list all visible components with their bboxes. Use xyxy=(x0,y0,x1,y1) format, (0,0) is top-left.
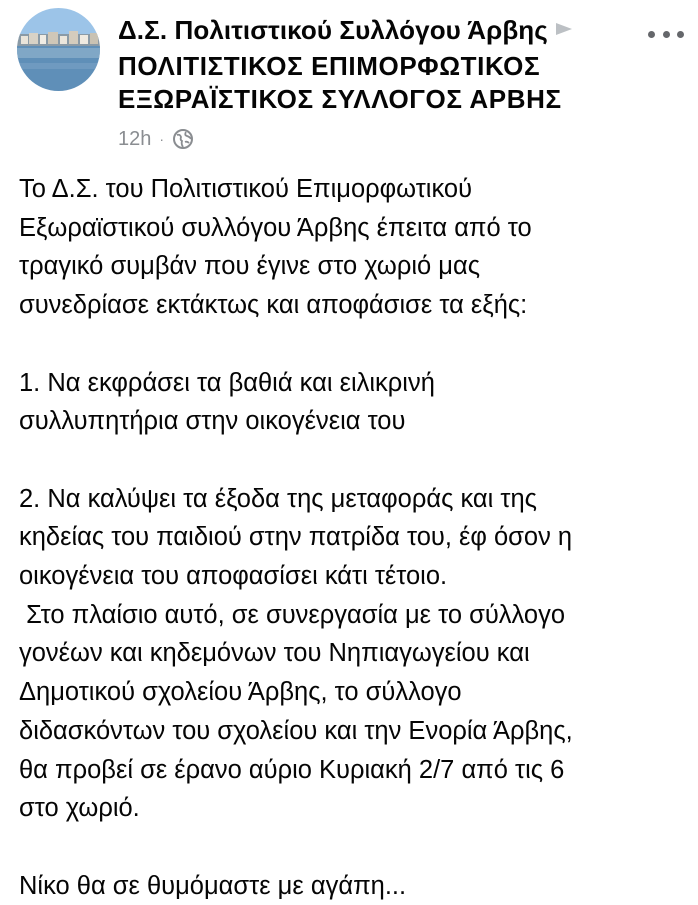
arrow-right-icon xyxy=(556,23,572,35)
post-meta xyxy=(118,126,194,152)
more-horizontal-icon-dot xyxy=(677,31,684,38)
more-horizontal-icon-dot xyxy=(663,31,670,38)
post-text: Το Δ.Σ. του Πολιτιστικού Επιμορφωτικού Εξωραϊστικού συλλόγου Άρβης έπειτα από το τραγικό συμβάν που έγινε στο χωριό μας συνεδρίασε εκτάκτως και αποφάσισε τα εξής: 1. Να εκφράσει τα βαθιά και ειλικρινή συλλυπητήρια στην οικογένεια του 2. Να καλύψει τα έξοδα της μεταφοράς και της κηδείας του παιδιού στην πατρίδα του, έφ όσον η οικογένεια του αποφασίσει κάτι τέτοιο. Στο πλαίσιο αυτό, σε συνεργασία με το σύλλογο γονέων και κηδεμόνων του Νηπιαγωγείου και Δημοτικού σχολείου Άρβης, το σύλλογο διδασκόντων του σχολείου και την Ενορία Άρβης, θα προβεί σε έρανο αύριο Κυριακή 2/7 από τις 6 στο χωριό. Νίκο θα σε θυμόμαστε με αγάπη... xyxy=(19,175,573,900)
group-name[interactable]: ΠΟΛΙΤΙΣΤΙΚΟΣ ΕΠΙΜΟΡΦΩΤΙΚΟΣ ΕΞΩΡΑΪΣΤΙΚΟΣ ΣΥΛΛΟΓΟΣ ΑΡΒΗΣ xyxy=(118,51,562,114)
avatar[interactable] xyxy=(17,8,100,91)
avatar-image xyxy=(17,8,100,91)
more-options-button[interactable] xyxy=(648,22,684,46)
timestamp[interactable]: 12h xyxy=(118,127,152,150)
meta-separator: · xyxy=(159,131,165,147)
post-header xyxy=(0,0,698,160)
page-name-text[interactable]: Δ.Σ. Πολιτιστικού Συλλόγου Άρβης xyxy=(118,15,548,45)
more-horizontal-icon-dot xyxy=(648,31,655,38)
globe-icon[interactable] xyxy=(172,128,194,150)
page-name[interactable] xyxy=(118,14,618,46)
